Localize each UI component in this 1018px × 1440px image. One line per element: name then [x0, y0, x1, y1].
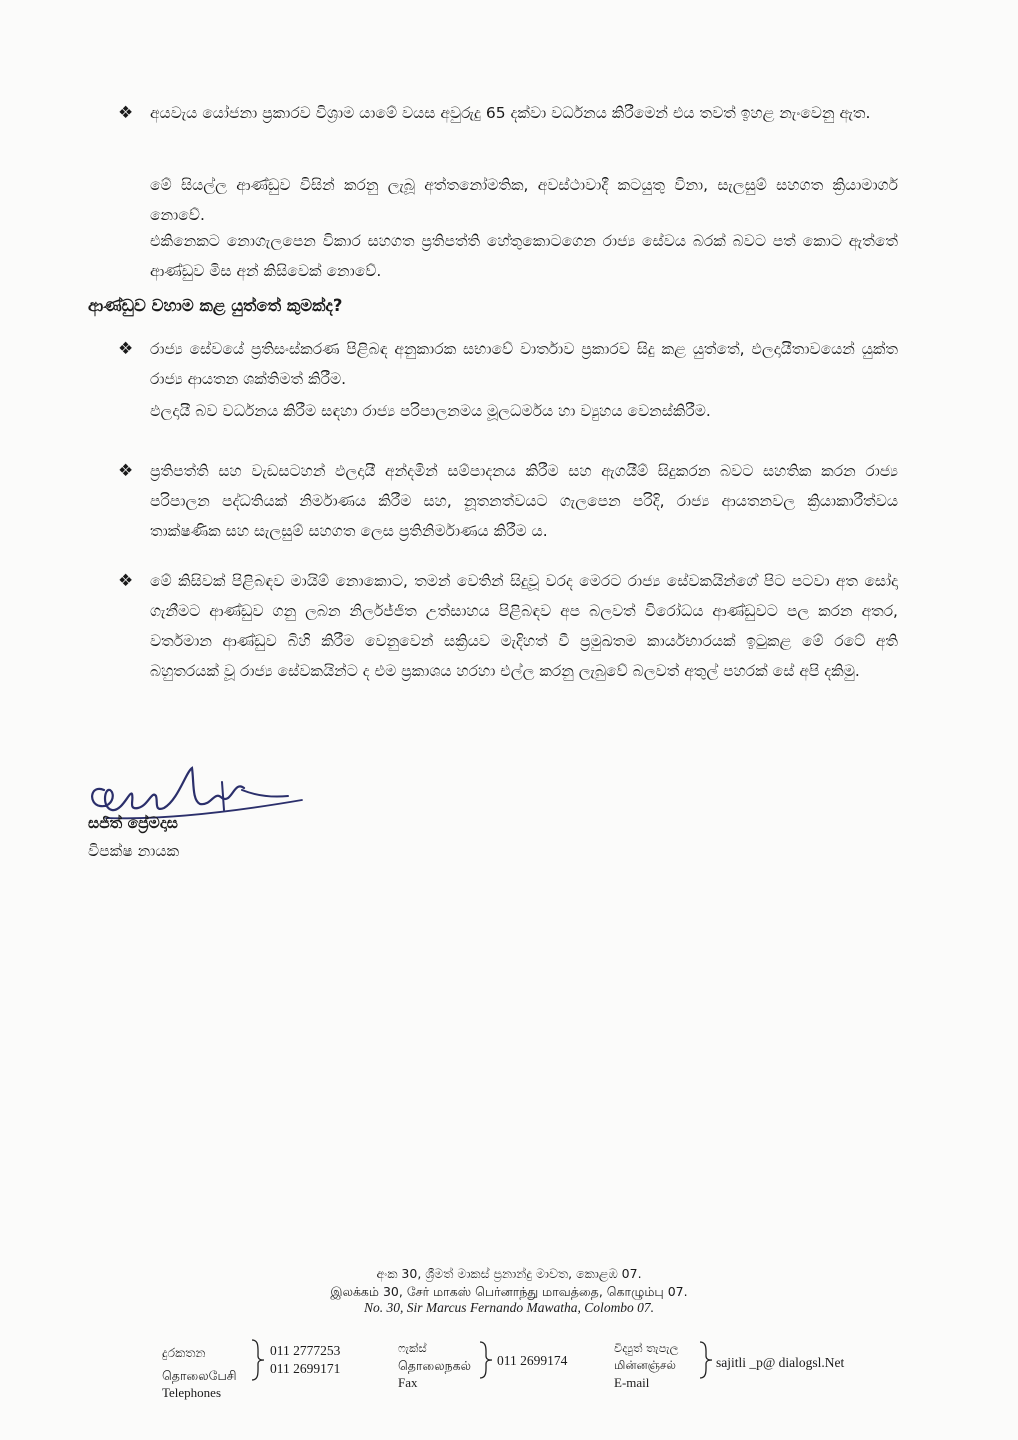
telephone-number-1: 011 2777253	[270, 1343, 341, 1358]
signatory-title: විපක්ෂ නායක	[88, 842, 180, 860]
fax-labels	[398, 1340, 471, 1391]
telephone-labels	[162, 1344, 237, 1401]
paragraph-contradictory-policies: එකිනෙකට නොගැලපෙන විකාර සහගත ප්‍රතිපත්ති හේතුකොටගෙන රාජ්‍ය සේවය බරක් බවට පත් කොට ඇත්තේ ආණ්ඩුව මිස අන් කිසිවෙක් නොවේ.	[150, 232, 898, 280]
bullet-diamond-icon: ❖	[118, 571, 134, 591]
signatory-name: සජිත් ප්‍රේමදාස	[88, 814, 178, 832]
address-english: No. 30, Sir Marcus Fernando Mawatha, Colombo 07.	[363, 1300, 655, 1315]
telephone-number-2: 011 2699171	[270, 1361, 341, 1376]
email-label-sinhala: විද්‍යුත් තැපැල	[614, 1341, 679, 1355]
telephone-label-tamil: தொலைபேசி	[162, 1368, 237, 1383]
address-tamil: இலக்கம் 30, சேர் மாகஸ் பெர்னாந்து மாவத்தை, கொழும்பு 07.	[330, 1284, 688, 1299]
fax-number: 011 2699174	[497, 1353, 568, 1368]
brace-icon	[698, 1340, 714, 1380]
bullet-diamond-icon: ❖	[118, 461, 134, 481]
brace-icon	[250, 1338, 266, 1382]
bullet-diamond-icon: ❖	[118, 103, 134, 123]
section-heading: ආණ්ඩුව වහාම කළ යුත්තේ කුමක්ද?	[88, 296, 343, 315]
fax-label-sinhala: ෆැක්ස්	[398, 1341, 427, 1355]
paragraph-arbitrary-actions: මේ සියල්ල ආණ්ඩුව විසින් කරනු ලැබූ අත්තනෝමතික, අවස්ථාවාදී කටයුතු විනා, සැලසුම් සහගත ක්‍රියාමාර්ග නොවේ.	[150, 176, 898, 224]
brace-icon	[478, 1340, 494, 1380]
paragraph-efficiency: ඵලදායී බව වර්ධනය කිරීම සඳහා රාජ්‍ය පරිපාලනමය මූලධර්මය හා ව්‍යුහය වෙනස්කිරීම.	[150, 402, 711, 420]
address-sinhala: අංක 30, ශ්‍රීමත් මාකස් ප්‍රනාන්දු මාවත, කොළඹ 07.	[376, 1266, 642, 1281]
telephone-label-english: Telephones	[162, 1385, 222, 1400]
email-label-english: E-mail	[614, 1375, 650, 1390]
telephone-label-sinhala: දුරකතන	[162, 1345, 206, 1360]
paragraph-retirement-age: අයවැය යෝජනා ප්‍රකාරව විශ්‍රාම යාමේ වයස අවුරුදු 65 දක්වා වර්ධනය කිරීමෙන් එය තවත් ඉහළ නැංවෙනු ඇත.	[150, 104, 871, 122]
paragraph-committee-report: රාජ්‍ය සේවයේ ප්‍රතිසංස්කරණ පිළිබඳ අනුකාරක සභාවේ වාර්තාව ප්‍රකාරව සිදු කළ යුත්තේ, ඵලදායීතාවයෙන් යුක්ත රාජ්‍ය ආයතන ශක්තිමත් කිරීම.	[150, 340, 898, 388]
email-address: sajitli _p@ dialogsl.Net	[716, 1355, 845, 1370]
fax-label-tamil: தொலைநகல்	[398, 1358, 471, 1373]
bullet-diamond-icon: ❖	[118, 339, 134, 359]
paragraph-protest: මේ කිසිවක් පිළිබඳව මායිම් නොකොට, තමන් වෙතින් සිදුවූ වරද මෙරට රාජ්‍ය සේවකයින්ගේ පිට පටවා අත සෝදා ගැනීමට ආණ්ඩුව ගනු ලබන නිර්ලජ්ජිත උත්සාහය පිළිබඳව අප බලවත් විරෝධය ආණ්ඩුවට පල කරන අතර, වර්තමාන ආණ්ඩුව බිහි කිරීම වෙනුවෙන් සක්‍රියව මැදිහත් වී ප්‍රමුඛතම කාර්යභාරයක් ඉටුකළ මේ රටේ අති බහුතරයක් වූ රාජ්‍ය සේවකයින්ට ද එම ප්‍රකාශය හරහා එල්ල කරනු ලැබුවේ බලවත් අතුල් පහරක් සේ අපි දකිමු.	[150, 572, 898, 680]
email-labels	[614, 1340, 678, 1391]
paragraph-administration-system: ප්‍රතිපත්ති සහ වැඩසටහන් ඵලදායී අන්දමින් සම්පාදනය කිරීම සහ ඇගයීම් සිදුකරන බවට සහතික කරන රාජ්‍ය පරිපාලන පද්ධතියක් නිර්මාණය කිරීම සහ, නූතනත්වයට ගැලපෙන පරිදි, රාජ්‍ය ආයතනවල ක්‍රියාකාරීත්වය තාක්ෂණික සහ සැලසුම් සහගත ලෙස ප්‍රතිනිර්මාණය කිරීම ය.	[150, 462, 898, 540]
email-label-tamil: மின்னஞ்சல்	[614, 1358, 676, 1372]
fax-label-english: Fax	[398, 1375, 418, 1390]
